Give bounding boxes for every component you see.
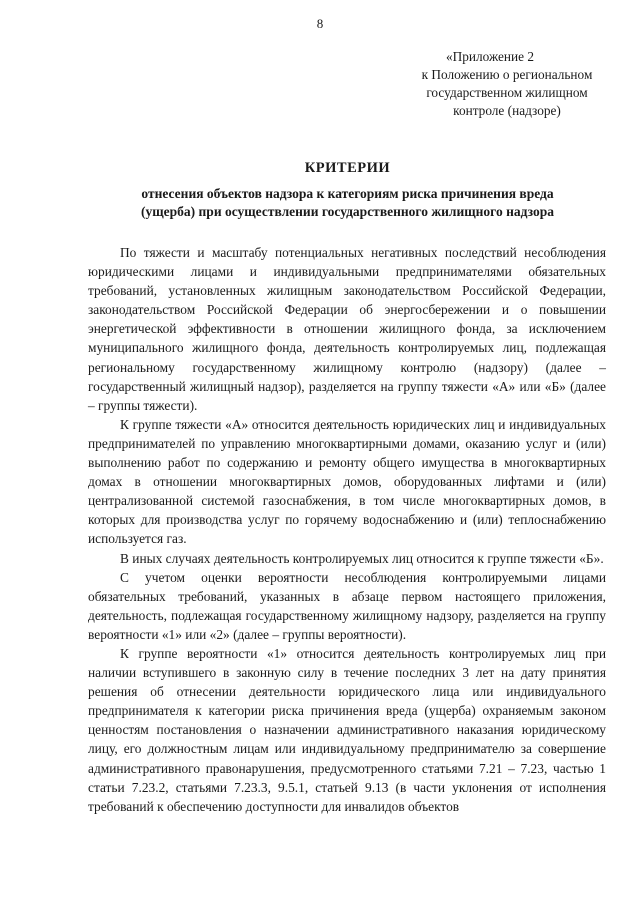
paragraph: К группе тяжести «А» относится деятельность юридических лиц и индивидуальных предпринимателей по управлению многоквартирными домами, оказанию услуг и (или) выполнению работ по содержанию и ремонту общего имущества в многоквартирных домах в отношении многоквартирных домов, оборудованных лифтами и (или) централизованной системой газоснабжения, в том числе многоквартирных домов, в которых для производства услуг по горячему водоснабжению и (или) теплоснабжению используется газ. xyxy=(88,416,606,547)
paragraph: В иных случаях деятельность контролируемых лиц относится к группе тяжести «Б». xyxy=(120,550,604,566)
appendix-line: «Приложение 2 xyxy=(446,49,534,64)
document-body xyxy=(88,243,606,816)
document-subtitle-line: отнесения объектов надзора к категориям риска причинения вреда xyxy=(141,186,554,201)
paragraph: С учетом оценки вероятности несоблюдения контролируемыми лицами обязательных требований, указанных в абзаце первом настоящего приложения, деятельность, подлежащая государственному жилищному надзору, разделяется на группу вероятности «1» или «2» (далее – группы вероятности). xyxy=(88,569,606,642)
page-number: 8 xyxy=(316,16,324,31)
appendix-line: контроле (надзоре) xyxy=(453,103,561,118)
appendix-reference xyxy=(392,48,622,120)
paragraph: К группе вероятности «1» относится деятельность контролируемых лиц при наличии вступившего в законную силу в течение последних 3 лет на дату принятия решения об отнесении деятельности юридического лица или индивидуального предпринимателя к категории риска причинения вреда (ущерба) охраняемым законом ценностям постановления о назначении административного наказания юридическому лицу, его должностным лицам или индивидуальному предпринимателю за совершение административного правонарушения, предусмотренного статьями 7.21 – 7.23, частью 1 статьи 7.23.2, статьями 7.23.3, 9.5.1, статьей 9.13 (в части уклонения от исполнения требований к обеспечению доступности для инвалидов объектов xyxy=(88,645,606,814)
document-subtitle-line: (ущерба) при осуществлении государственного жилищного надзора xyxy=(141,204,554,219)
document-heading xyxy=(80,160,615,221)
appendix-line: государственном жилищном xyxy=(426,85,588,100)
paragraph: По тяжести и масштабу потенциальных негативных последствий несоблюдения юридическими лицами и индивидуальными предпринимателями обязательных требований, установленных жилищным законодательством Российской Федерации, законодательством Российской Федерации об энергосбережении и о повышении энергетической эффективности в отношении жилищного фонда, за исключением муниципального жилищного фонда, деятельность контролируемых лиц, подлежащая региональному государственному жилищному контролю (надзору) (далее – государственный жилищный надзор), разделяется на группу тяжести «А» или «Б» (далее – группы тяжести). xyxy=(88,245,606,413)
document-title: КРИТЕРИИ xyxy=(304,160,391,176)
appendix-line: к Положению о региональном xyxy=(421,67,593,82)
